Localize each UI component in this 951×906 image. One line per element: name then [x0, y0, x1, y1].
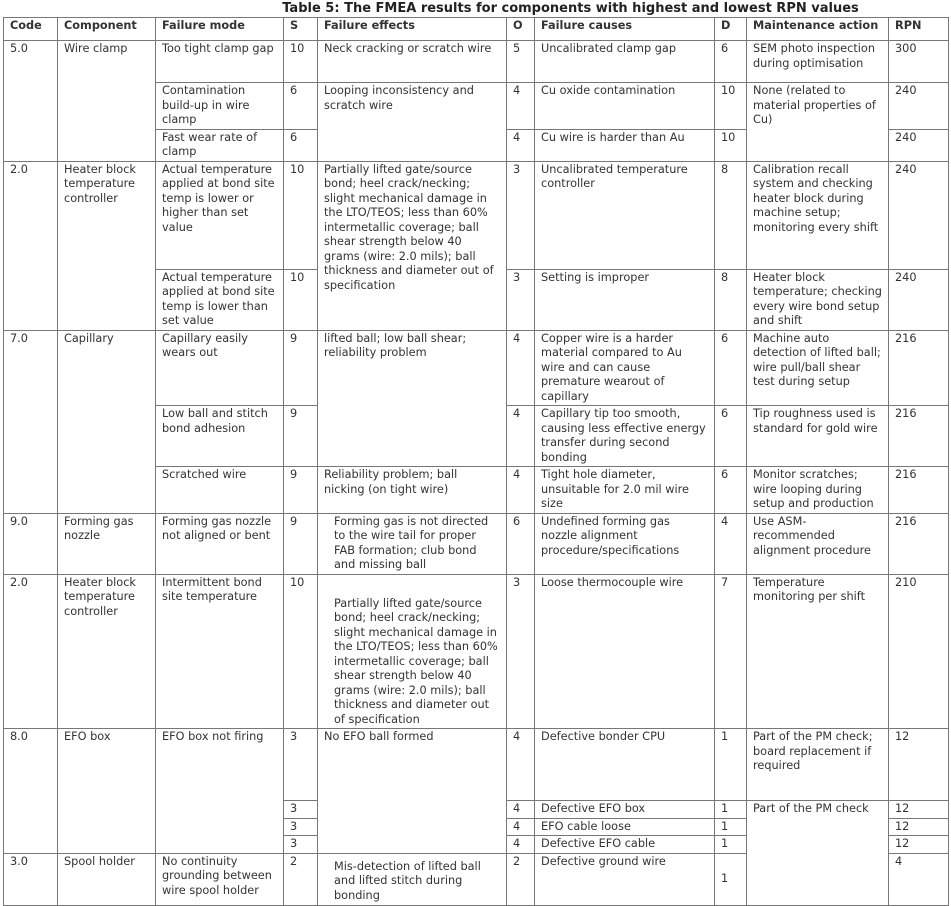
d-cell: 1 — [715, 801, 747, 819]
d-cell: 7 — [715, 574, 747, 729]
d-cell: 6 — [715, 467, 747, 514]
o-cell: 4 — [507, 801, 535, 819]
action-cell: Tip roughness used is standard for gold wire — [747, 406, 889, 467]
effect-cell: No EFO ball formed — [318, 729, 507, 854]
action-cell: SEM photo inspection during optimisation — [747, 41, 889, 83]
component-cell: Spool holder — [58, 853, 156, 905]
o-cell: 4 — [507, 129, 535, 161]
o-cell: 3 — [507, 269, 535, 330]
cause-cell: Defective EFO box — [535, 801, 715, 819]
mode-cell: Capillary easily wears out — [156, 330, 284, 406]
col-maintenance-action: Maintenance action — [747, 18, 889, 41]
mode-cell: No continuity grounding between wire spool holder — [156, 853, 284, 905]
cause-cell: Uncalibrated clamp gap — [535, 41, 715, 83]
code-cell: 2.0 — [4, 574, 58, 729]
s-cell: 6 — [284, 83, 318, 130]
cause-cell: Undefined forming gas nozzle alignment procedure/specifications — [535, 513, 715, 574]
component-cell: Heater block temperature controller — [58, 574, 156, 729]
action-cell: Monitor scratches; wire looping during setup and production — [747, 467, 889, 514]
code-cell: 5.0 — [4, 41, 58, 162]
component-cell: Wire clamp — [58, 41, 156, 162]
o-cell: 6 — [507, 513, 535, 574]
code-cell: 8.0 — [4, 729, 58, 854]
s-cell: 9 — [284, 467, 318, 514]
col-s: S — [284, 18, 318, 41]
rpn-cell: 240 — [889, 269, 949, 330]
s-cell: 10 — [284, 161, 318, 269]
component-cell: Capillary — [58, 330, 156, 513]
d-cell: 1 — [715, 853, 747, 905]
effect-cell: lifted ball; low ball shear; reliability problem — [318, 330, 507, 467]
table-row — [4, 513, 949, 574]
rpn-cell: 12 — [889, 818, 949, 836]
mode-cell: Too tight clamp gap — [156, 41, 284, 83]
cause-cell: Defective bonder CPU — [535, 729, 715, 801]
cause-cell: Defective ground wire — [535, 853, 715, 905]
mode-cell: Actual temperature applied at bond site temp is lower than set value — [156, 269, 284, 330]
mode-cell: Fast wear rate of clamp — [156, 129, 284, 161]
o-cell: 4 — [507, 83, 535, 130]
d-cell: 1 — [715, 818, 747, 836]
rpn-cell: 240 — [889, 129, 949, 161]
d-cell: 6 — [715, 330, 747, 406]
mode-cell: EFO box not firing — [156, 729, 284, 854]
col-failure-mode: Failure mode — [156, 18, 284, 41]
effect-cell: Forming gas is not directed to the wire tail for proper FAB formation; club bond and missing ball — [318, 513, 507, 574]
action-cell: Calibration recall system and checking heater block during machine setup; monitoring every shift — [747, 161, 889, 269]
col-failure-causes: Failure causes — [535, 18, 715, 41]
o-cell: 2 — [507, 853, 535, 905]
effect-cell: Reliability problem; ball nicking (on tight wire) — [318, 467, 507, 514]
s-cell: 10 — [284, 269, 318, 330]
code-cell: 3.0 — [4, 853, 58, 905]
rpn-cell: 240 — [889, 161, 949, 269]
action-cell: Machine auto detection of lifted ball; wire pull/ball shear test during setup — [747, 330, 889, 406]
table-row — [4, 41, 949, 83]
o-cell: 5 — [507, 41, 535, 83]
o-cell: 4 — [507, 818, 535, 836]
rpn-cell: 216 — [889, 406, 949, 467]
cause-cell: Loose thermocouple wire — [535, 574, 715, 729]
rpn-cell: 216 — [889, 330, 949, 406]
s-cell: 10 — [284, 41, 318, 83]
table-row — [4, 729, 949, 801]
table-row — [4, 161, 949, 269]
component-cell: Heater block temperature controller — [58, 161, 156, 330]
rpn-cell: 216 — [889, 467, 949, 514]
effect-cell: Looping inconsistency and scratch wire — [318, 83, 507, 162]
o-cell: 4 — [507, 330, 535, 406]
code-cell: 2.0 — [4, 161, 58, 330]
col-code: Code — [4, 18, 58, 41]
col-d: D — [715, 18, 747, 41]
action-cell: Temperature monitoring per shift — [747, 574, 889, 729]
cause-cell: Capillary tip too smooth, causing less effective energy transfer during second bonding — [535, 406, 715, 467]
cause-cell: Tight hole diameter, unsuitable for 2.0 mil wire size — [535, 467, 715, 514]
s-cell: 2 — [284, 853, 318, 905]
mode-cell: Actual temperature applied at bond site temp is lower or higher than set value — [156, 161, 284, 269]
col-rpn: RPN — [889, 18, 949, 41]
table-title: Table 5: The FMEA results for components with highest and lowest RPN values — [282, 1, 859, 16]
s-cell: 3 — [284, 818, 318, 836]
effect-cell: Partially lifted gate/source bond; heel crack/necking; slight mechanical damage in the LTO/TEOS; less than 60% intermetallic coverage; ball shear strength below 40 grams (wire: 2.0 mils); ball thickness and diameter out of specification — [318, 161, 507, 330]
s-cell: 3 — [284, 836, 318, 854]
cause-cell: Cu wire is harder than Au — [535, 129, 715, 161]
action-cell: None (related to material properties of Cu) — [747, 83, 889, 162]
d-cell: 4 — [715, 513, 747, 574]
d-cell: 6 — [715, 406, 747, 467]
o-cell: 4 — [507, 406, 535, 467]
mode-cell: Forming gas nozzle not aligned or bent — [156, 513, 284, 574]
component-cell: Forming gas nozzle — [58, 513, 156, 574]
rpn-cell: 210 — [889, 574, 949, 729]
mode-cell: Low ball and stitch bond adhesion — [156, 406, 284, 467]
s-cell: 3 — [284, 729, 318, 801]
rpn-cell: 12 — [889, 836, 949, 854]
s-cell: 9 — [284, 406, 318, 467]
code-cell: 7.0 — [4, 330, 58, 513]
d-cell: 10 — [715, 129, 747, 161]
rpn-cell: 300 — [889, 41, 949, 83]
rpn-cell: 12 — [889, 729, 949, 801]
col-component: Component — [58, 18, 156, 41]
d-cell: 10 — [715, 83, 747, 130]
table-row — [4, 574, 949, 729]
effect-cell: Partially lifted gate/source bond; heel crack/necking; slight mechanical damage in the LTO/TEOS; less than 60% intermetallic coverage; ball shear strength below 40 grams (wire: 2.0 mils); ball thickness and diameter out of specification — [318, 574, 507, 729]
s-cell: 10 — [284, 574, 318, 729]
cause-cell: Setting is improper — [535, 269, 715, 330]
cause-cell: Defective EFO cable — [535, 836, 715, 854]
o-cell: 4 — [507, 836, 535, 854]
s-cell: 9 — [284, 513, 318, 574]
action-cell: Use ASM-recommended alignment procedure — [747, 513, 889, 574]
effect-cell: Neck cracking or scratch wire — [318, 41, 507, 83]
action-cell: Heater block temperature; checking every wire bond setup and shift — [747, 269, 889, 330]
s-cell: 3 — [284, 801, 318, 819]
table-row — [4, 330, 949, 406]
cause-cell: Copper wire is a harder material compared to Au wire and can cause premature wearout of capillary — [535, 330, 715, 406]
action-cell: Part of the PM check; board replacement if required — [747, 729, 889, 801]
col-failure-effects: Failure effects — [318, 18, 507, 41]
d-cell: 6 — [715, 41, 747, 83]
rpn-cell: 4 — [889, 853, 949, 905]
cause-cell: Cu oxide contamination — [535, 83, 715, 130]
fmea-table — [3, 17, 949, 906]
o-cell: 4 — [507, 729, 535, 801]
s-cell: 9 — [284, 330, 318, 406]
effect-cell: Mis-detection of lifted ball and lifted stitch during bonding — [318, 853, 507, 905]
d-cell: 8 — [715, 161, 747, 269]
d-cell: 8 — [715, 269, 747, 330]
mode-cell: Contamination build-up in wire clamp — [156, 83, 284, 130]
s-cell: 6 — [284, 129, 318, 161]
col-o: O — [507, 18, 535, 41]
o-cell: 3 — [507, 161, 535, 269]
d-cell: 1 — [715, 836, 747, 854]
code-cell: 9.0 — [4, 513, 58, 574]
cause-cell: Uncalibrated temperature controller — [535, 161, 715, 269]
rpn-cell: 240 — [889, 83, 949, 130]
header-row — [4, 18, 949, 41]
action-cell: Part of the PM check — [747, 801, 889, 906]
mode-cell: Scratched wire — [156, 467, 284, 514]
o-cell: 4 — [507, 467, 535, 514]
rpn-cell: 12 — [889, 801, 949, 819]
mode-cell: Intermittent bond site temperature — [156, 574, 284, 729]
rpn-cell: 216 — [889, 513, 949, 574]
o-cell: 3 — [507, 574, 535, 729]
component-cell: EFO box — [58, 729, 156, 854]
d-cell: 1 — [715, 729, 747, 801]
cause-cell: EFO cable loose — [535, 818, 715, 836]
